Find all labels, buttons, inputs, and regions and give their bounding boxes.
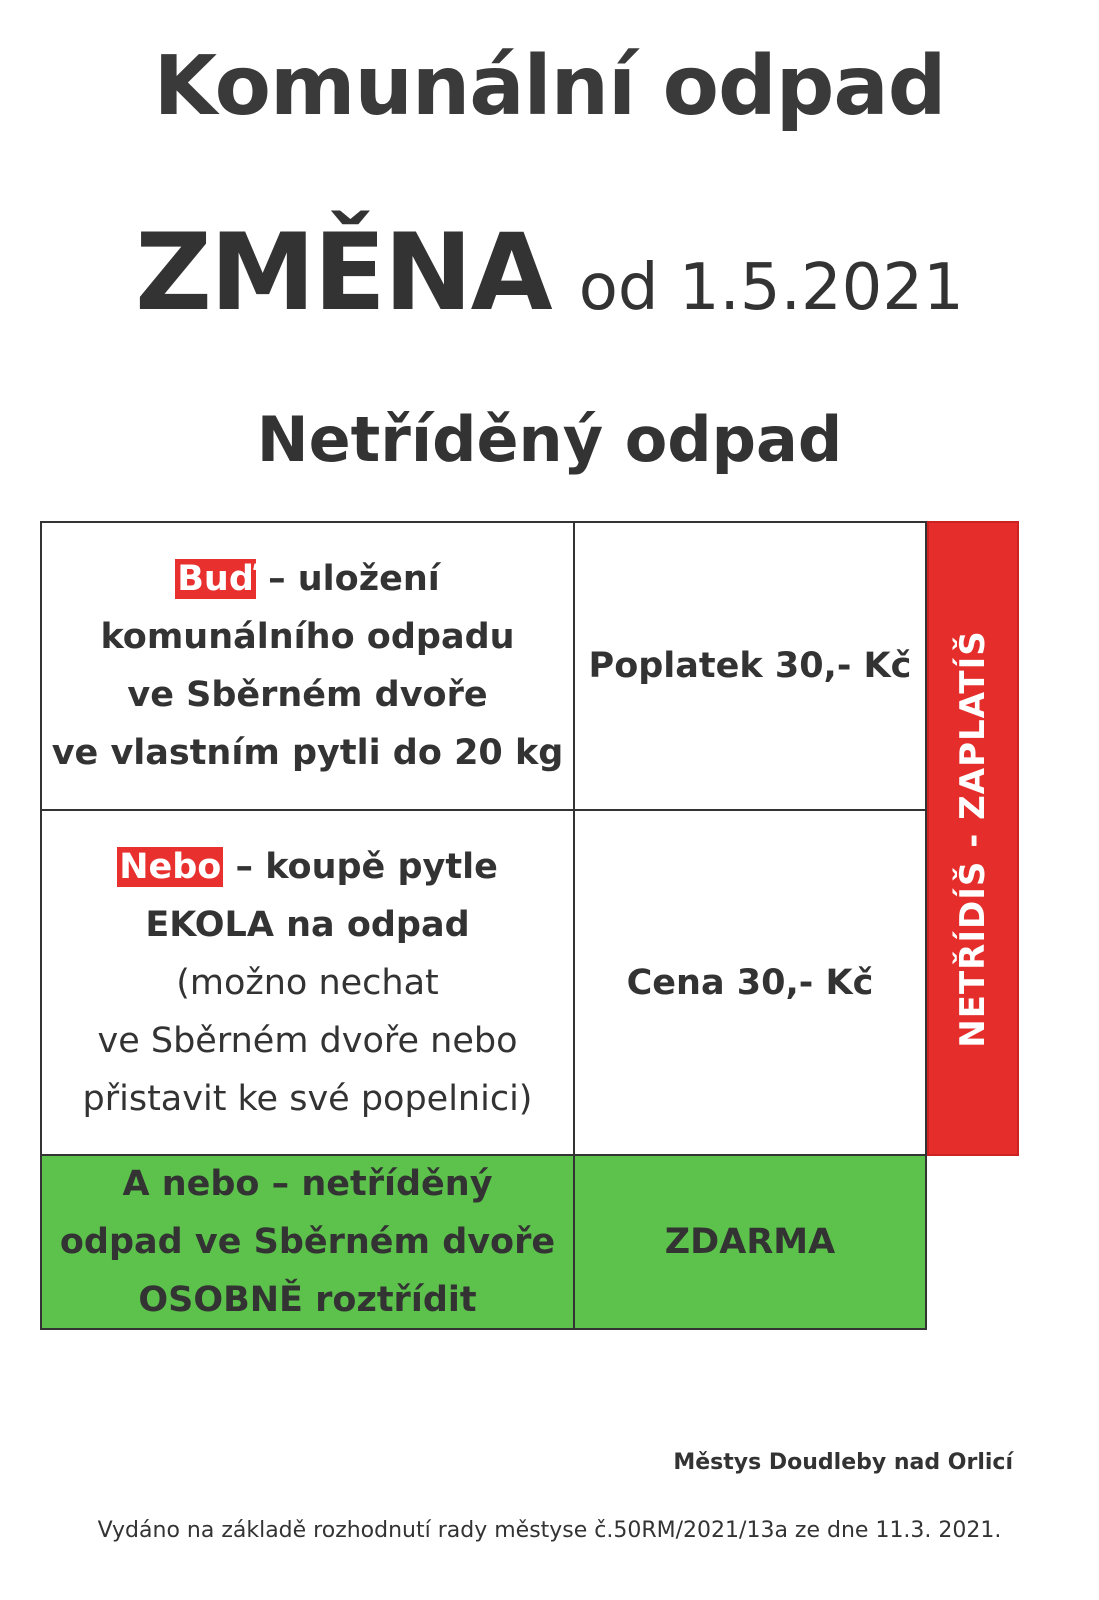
row2-line5: přistavit ke své popelnici) [82,1078,533,1119]
side-warning-banner [927,521,1019,1156]
footer-note: Vydáno na základě rozhodnutí rady městyse č.50RM/2021/13a ze dne 11.3. 2021. [97,1518,1002,1543]
row2-highlight: Nebo [119,846,222,887]
row2-line1: – koupě pytle [223,846,498,887]
row2-description-cell [40,809,575,1156]
row2-line4: ve Sběrném dvoře nebo [97,1020,518,1061]
page-title: Komunální odpad [153,39,946,134]
row2-line2: EKOLA na odpad [145,904,470,945]
row1-line1: – uložení [255,559,440,599]
row1-line2: komunálního odpadu [100,617,515,657]
row2-line3: (možno nechat [176,962,439,1003]
change-heading [0,208,1099,369]
section-subtitle: Netříděný odpad [256,403,843,476]
row1-highlight: Buď [177,559,254,599]
change-date: od 1.5.2021 [578,251,964,325]
row1-line4: ve vlastním pytli do 20 kg [51,733,564,773]
row3-price: ZDARMA [664,1222,836,1262]
row1-price: Poplatek 30,- Kč [588,646,912,686]
row2-price-cell [573,809,927,1156]
row1-price-cell [573,521,927,811]
footer-organization: Městys Doudleby nad Orlicí [673,1450,1013,1475]
row3-line3: OSOBNĚ roztřídit [138,1280,477,1320]
row3-line2: odpad ve Sběrném dvoře [59,1222,556,1262]
row1-description-cell [40,521,575,811]
row3-description-cell [40,1154,575,1330]
row3-price-cell [573,1154,927,1330]
side-warning-label: NETŘÍDÍŠ - ZAPLATÍŠ [953,629,993,1048]
row1-line3: ve Sběrném dvoře [127,675,488,715]
change-word: ZMĚNA [135,211,551,334]
row3-line1: A nebo – netříděný [122,1164,493,1204]
row2-price: Cena 30,- Kč [626,962,874,1003]
